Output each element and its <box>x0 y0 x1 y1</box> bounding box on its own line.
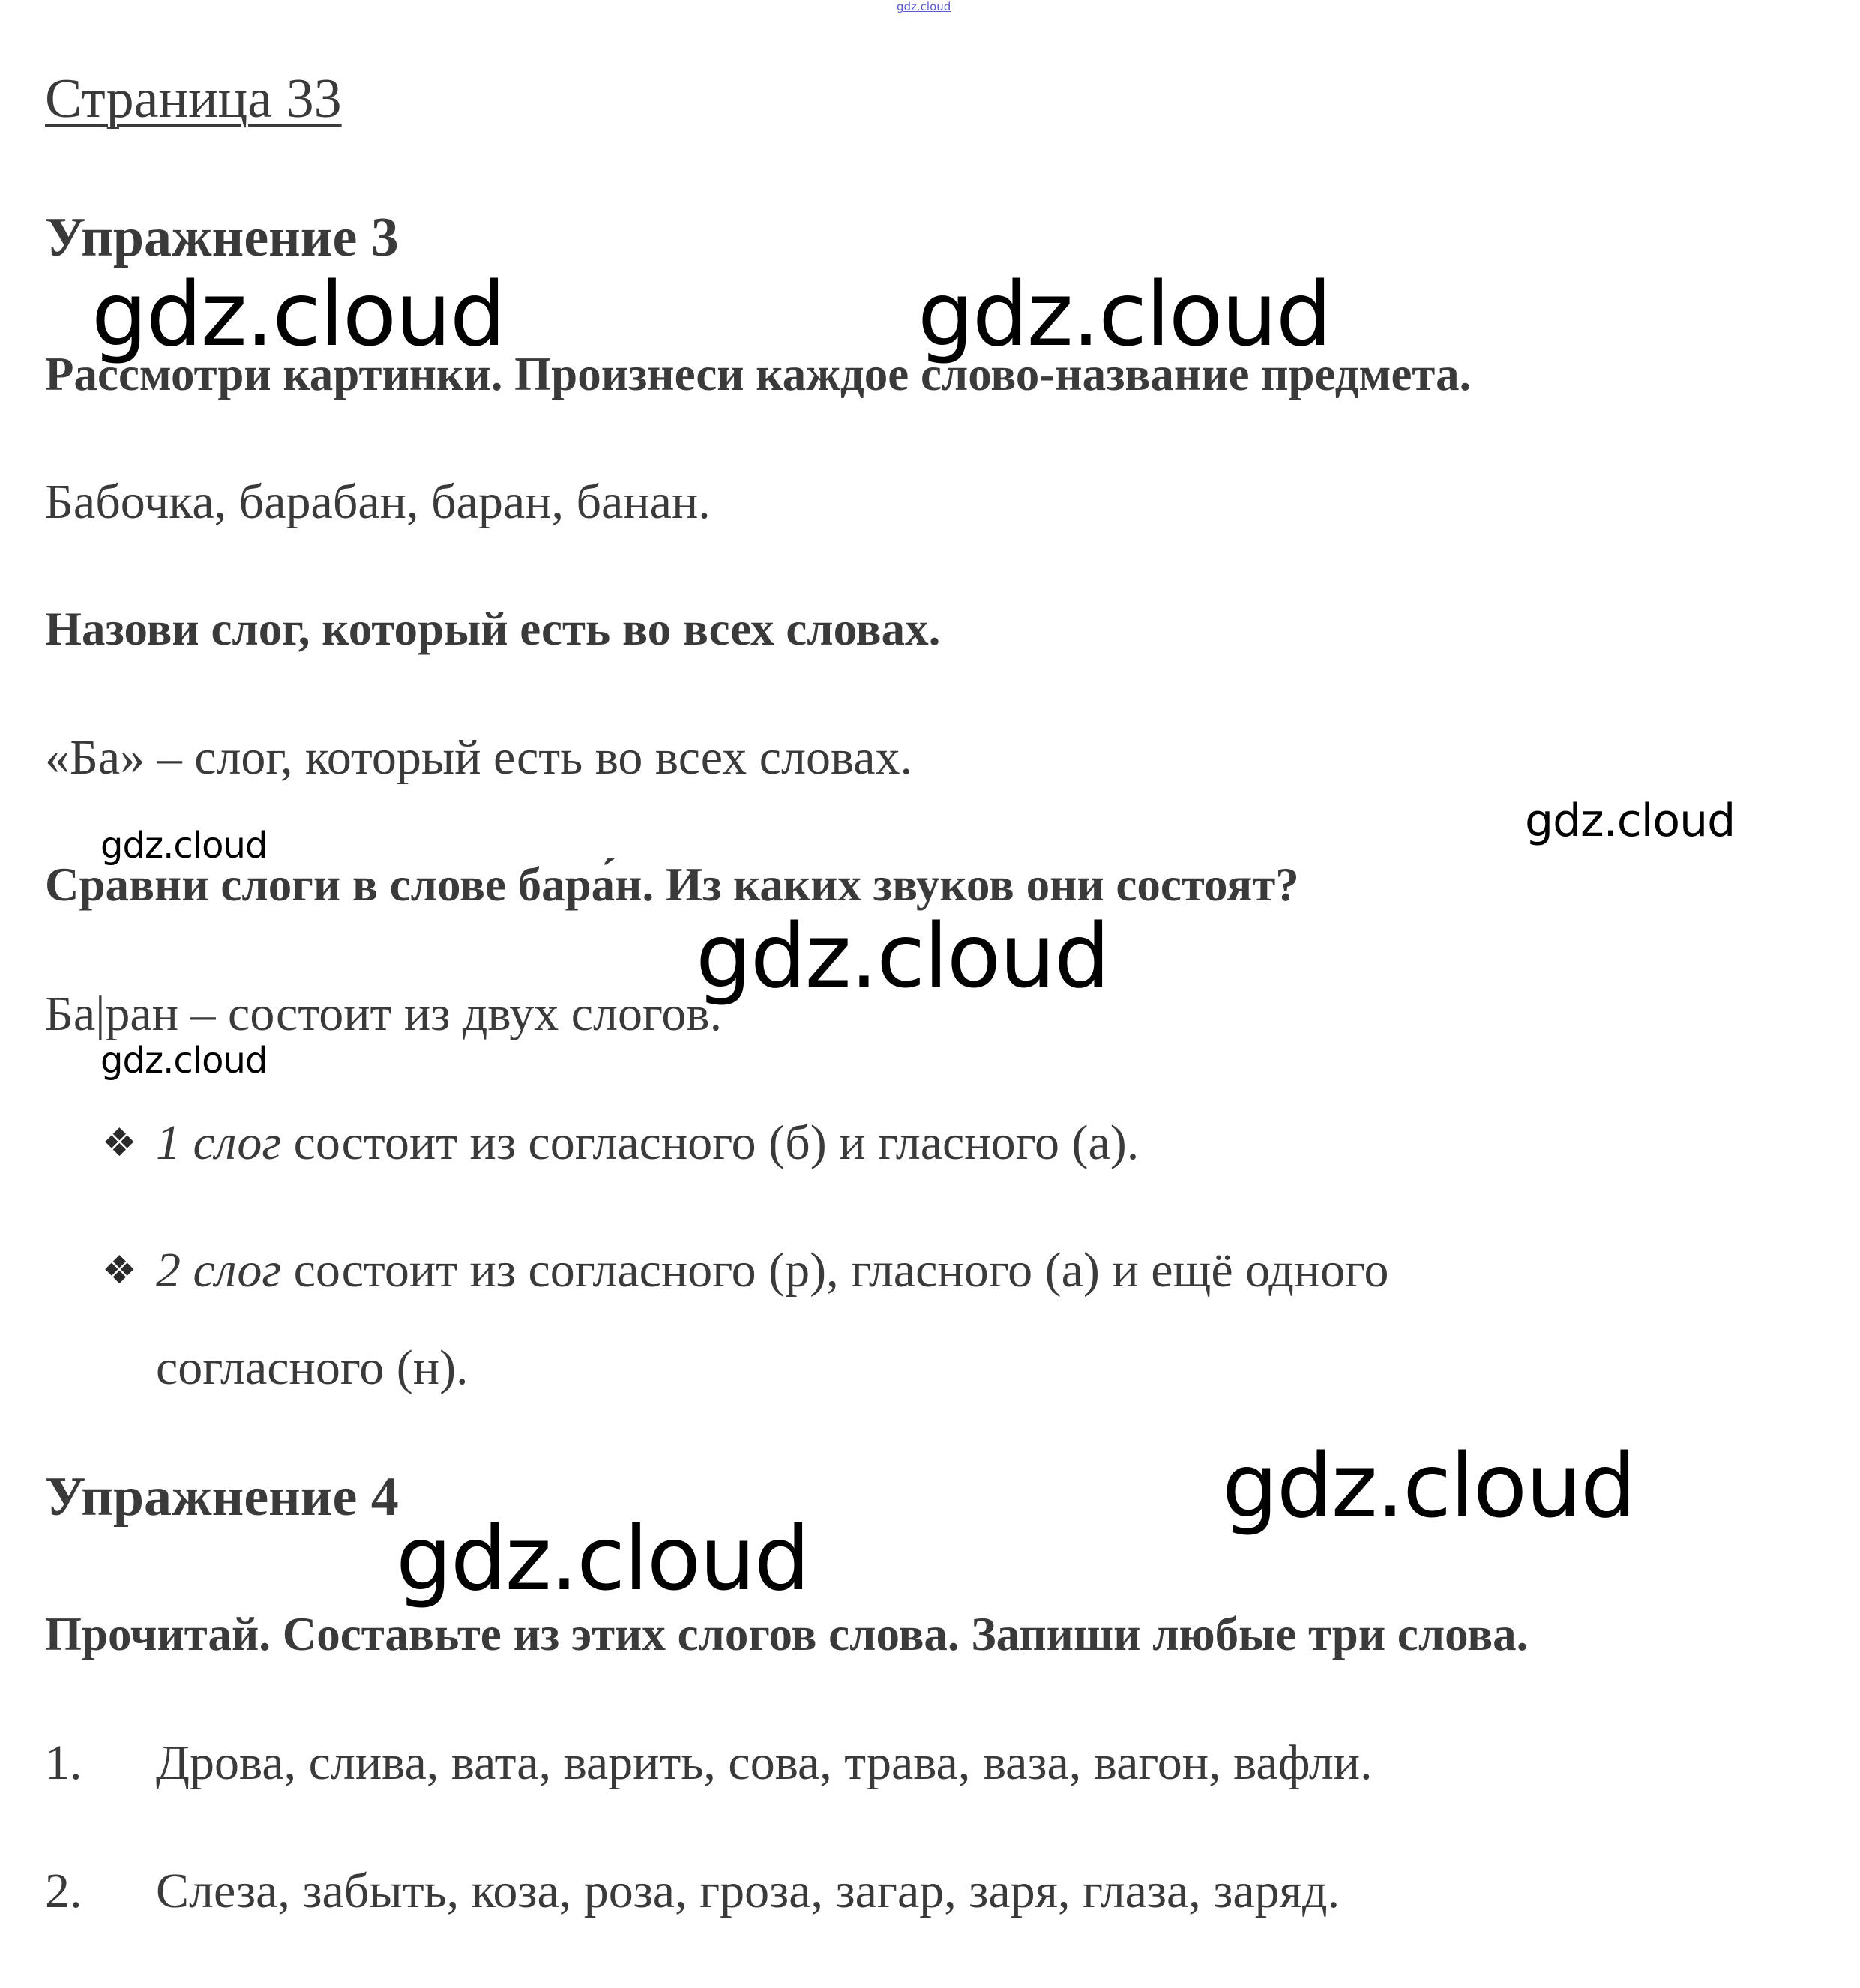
diamond-bullet-icon: ❖ <box>102 1121 137 1166</box>
bullet-2-italic: 2 слог <box>156 1243 282 1298</box>
exercise-3-heading: Упражнение 3 <box>45 207 399 268</box>
list-text: Слеза, забыть, коза, роза, гроза, загар, заря, глаза, заряд. <box>156 1864 1340 1918</box>
diamond-bullet-icon: ❖ <box>102 1248 137 1293</box>
watermark: gdz.cloud <box>396 1507 809 1610</box>
syllable-bullet-1 <box>102 1115 1139 1172</box>
watermark: gdz.cloud <box>1222 1434 1635 1537</box>
exercise-3-answer-3: Ба|ран – состоит из двух слогов. <box>45 987 723 1041</box>
bullet-1-italic: 1 слог <box>156 1115 282 1170</box>
exercise-4-heading: Упражнение 4 <box>45 1466 399 1528</box>
list-item <box>45 1735 1373 1792</box>
exercise-3-task-3: Сравни слоги в слове бара́н. Из каких звуков они состоят? <box>45 858 1299 911</box>
list-number: 2. <box>45 1864 82 1918</box>
watermark: gdz.cloud <box>91 262 505 366</box>
list-number: 1. <box>45 1735 82 1790</box>
watermark: gdz.cloud <box>100 825 268 867</box>
watermark: gdz.cloud <box>918 262 1331 366</box>
bullet-2-text: состоит из согласного (р), гласного (а) и ещё одного <box>281 1243 1389 1298</box>
list-text: Дрова, слива, вата, варить, сова, трава, ваза, вагон, вафли. <box>156 1735 1373 1790</box>
exercise-3-answer-1: Бабочка, барабан, баран, банан. <box>45 475 711 529</box>
exercise-3-answer-2: «Ба» – слог, который есть во всех словах. <box>45 730 913 785</box>
watermark: gdz.cloud <box>696 904 1109 1007</box>
watermark-top: gdz.cloud <box>897 0 951 13</box>
exercise-3-task-1: Рассмотри картинки. Произнеси каждое слово-название предмета. <box>45 348 1472 400</box>
exercise-4-task: Прочитай. Составьте из этих слогов слова. Запиши любые три слова. <box>45 1608 1529 1660</box>
bullet-2-continuation: согласного (н). <box>156 1340 469 1395</box>
exercise-3-task-2: Назови слог, который есть во всех словах. <box>45 603 941 655</box>
bullet-1-text: состоит из согласного (б) и гласного (а). <box>281 1115 1140 1170</box>
watermark: gdz.cloud <box>1525 795 1736 847</box>
syllable-bullet-2 <box>102 1242 1389 1299</box>
list-item <box>45 1863 1340 1920</box>
watermark: gdz.cloud <box>100 1040 268 1082</box>
page-title: Страница 33 <box>45 68 342 130</box>
